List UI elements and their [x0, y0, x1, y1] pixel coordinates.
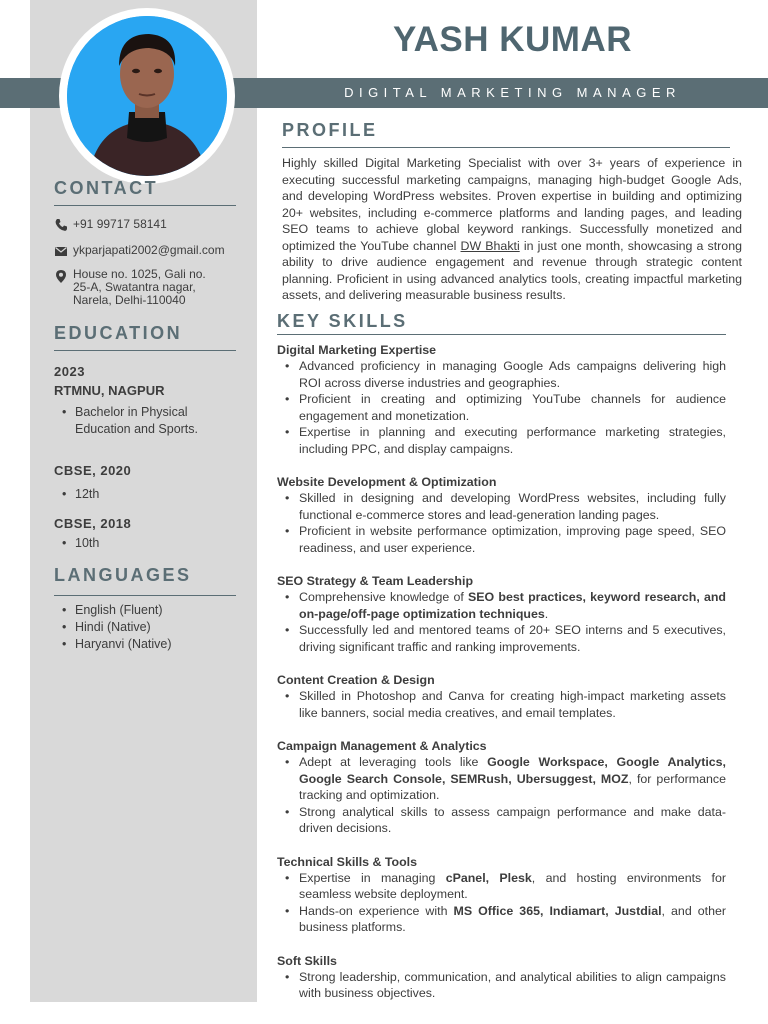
phone-number[interactable]: +91 99717 58141 — [73, 217, 167, 231]
skill-group — [277, 672, 726, 721]
skill-group-title: Campaign Management & Analytics — [277, 739, 487, 753]
skill-item: • Skilled in Photoshop and Canva for creating high-impact marketing assets like banners, social media creatives, and email templates. — [277, 688, 726, 721]
youtube-channel-link[interactable]: DW Bhakti — [460, 238, 520, 253]
education-year: CBSE, 2018 — [54, 516, 132, 531]
education-divider — [54, 350, 236, 351]
list-item: • English (Fluent) — [58, 602, 172, 619]
address-text — [73, 268, 238, 307]
skills-divider — [277, 334, 726, 335]
skill-list — [277, 490, 726, 556]
email-address[interactable]: ykparjapati2002@gmail.com — [73, 243, 225, 257]
profile-summary: Highly skilled Digital Marketing Specialist with over 3+ years of experience in executing successful marketing campaigns, managing high-budget Google Ads, and developing WordPress websites. Proven expertise in building and optimizing 20+ websites, including e-commerce platforms and landing pages, and leading SEO teams to achieve global keyword rankings. Successfully monetized and optimized the YouTube channel DW Bhakti in just one month, showcasing a strong ability to drive audience engagement and revenue through strategic content planning. Proficient in using advanced analytics tools, creating impactful marketing assets, and delivering measurable business results. — [282, 156, 742, 302]
contact-address — [54, 268, 238, 307]
contact-heading: CONTACT — [54, 178, 159, 198]
envelope-icon — [54, 244, 68, 258]
skill-list — [277, 358, 726, 457]
address-line: 25-A, Swatantra nagar, — [73, 280, 196, 294]
languages-divider — [54, 595, 236, 596]
education-year: CBSE, 2020 — [54, 463, 132, 478]
skill-item: • Successfully led and mentored teams of 20+ SEO interns and 5 executives, driving significant traffic and ranking improvements. — [277, 622, 726, 655]
person-portrait — [67, 16, 227, 176]
skill-item: • Proficient in creating and optimizing YouTube channels for audience engagement and monetization. — [277, 391, 726, 424]
skill-list — [277, 754, 726, 837]
job-title: DIGITAL MARKETING MANAGER — [344, 85, 681, 100]
contact-email — [54, 243, 225, 258]
skill-group — [277, 953, 726, 1002]
skill-group — [277, 854, 726, 936]
education-details — [58, 535, 99, 552]
skill-group — [277, 342, 726, 457]
education-details — [58, 486, 99, 503]
address-line: House no. 1025, Gali no. — [73, 267, 206, 281]
skill-group-title: Soft Skills — [277, 953, 337, 968]
skill-list — [277, 688, 726, 721]
contact-phone — [54, 217, 167, 232]
skill-item: • Strong leadership, communication, and analytical abilities to align campaigns with business objectives. — [277, 969, 726, 1002]
skill-group-title: Website Development & Optimization — [277, 475, 497, 489]
skill-group — [277, 738, 726, 837]
skills-section — [277, 342, 726, 1019]
skill-group-title: Content Creation & Design — [277, 673, 435, 687]
skill-item: • Advanced proficiency in managing Google Ads campaigns delivering high ROI across diverse industries and geographies. — [277, 358, 726, 391]
languages-heading: LANGUAGES — [54, 565, 192, 585]
list-item: • 10th — [58, 535, 99, 552]
skill-group-title: SEO Strategy & Team Leadership — [277, 574, 474, 588]
list-item: • Haryanvi (Native) — [58, 636, 172, 653]
contact-divider — [54, 205, 236, 206]
skill-item: • Strong analytical skills to assess campaign performance and make data-driven decisions. — [277, 804, 726, 837]
skill-item: • Proficient in website performance optimization, improving page speed, SEO readiness, and user experience. — [277, 523, 726, 556]
skill-list — [277, 589, 726, 655]
list-item: • Hindi (Native) — [58, 619, 172, 636]
skill-item: • Skilled in designing and developing WordPress websites, including fully functional e-commerce stores and lead-generation landing pages. — [277, 490, 726, 523]
languages-list — [58, 602, 172, 653]
address-line: Narela, Delhi-110040 — [73, 293, 186, 307]
education-details — [58, 404, 198, 438]
skill-group — [277, 573, 726, 655]
skill-item: • Expertise in planning and executing performance marketing strategies, including PPC, and display campaigns. — [277, 424, 726, 457]
profile-divider — [282, 147, 730, 148]
education-heading: EDUCATION — [54, 323, 183, 343]
skill-group — [277, 474, 726, 556]
skill-item: • Adept at leveraging tools like Google Workspace, Google Analytics, Google Search Console, SEMRush, Ubersuggest, MOZ, for performance tracking and optimization. — [277, 754, 726, 804]
phone-icon — [54, 218, 68, 232]
profile-heading: PROFILE — [282, 120, 378, 140]
education-year: 2023 — [54, 364, 85, 379]
skill-group-title: Digital Marketing Expertise — [277, 343, 437, 357]
skill-list — [277, 870, 726, 936]
map-pin-icon — [54, 269, 68, 283]
skill-group-title: Technical Skills & Tools — [277, 854, 418, 869]
skills-heading: KEY SKILLS — [277, 311, 408, 331]
candidate-name: YASH KUMAR — [392, 20, 632, 59]
education-school: RTMNU, NAGPUR — [54, 383, 165, 398]
skill-item: • Comprehensive knowledge of SEO best practices, keyword research, and on-page/off-page optimization techniques. — [277, 589, 726, 622]
skill-item: • Expertise in managing cPanel, Plesk, and hosting environments for seamless website deployment. — [277, 870, 726, 903]
skill-list — [277, 969, 726, 1002]
profile-photo — [67, 16, 227, 176]
list-item: • Bachelor in Physical Education and Sports. — [58, 404, 198, 438]
list-item: • 12th — [58, 486, 99, 503]
skill-item: • Hands-on experience with MS Office 365, Indiamart, Justdial, and other business platforms. — [277, 903, 726, 936]
